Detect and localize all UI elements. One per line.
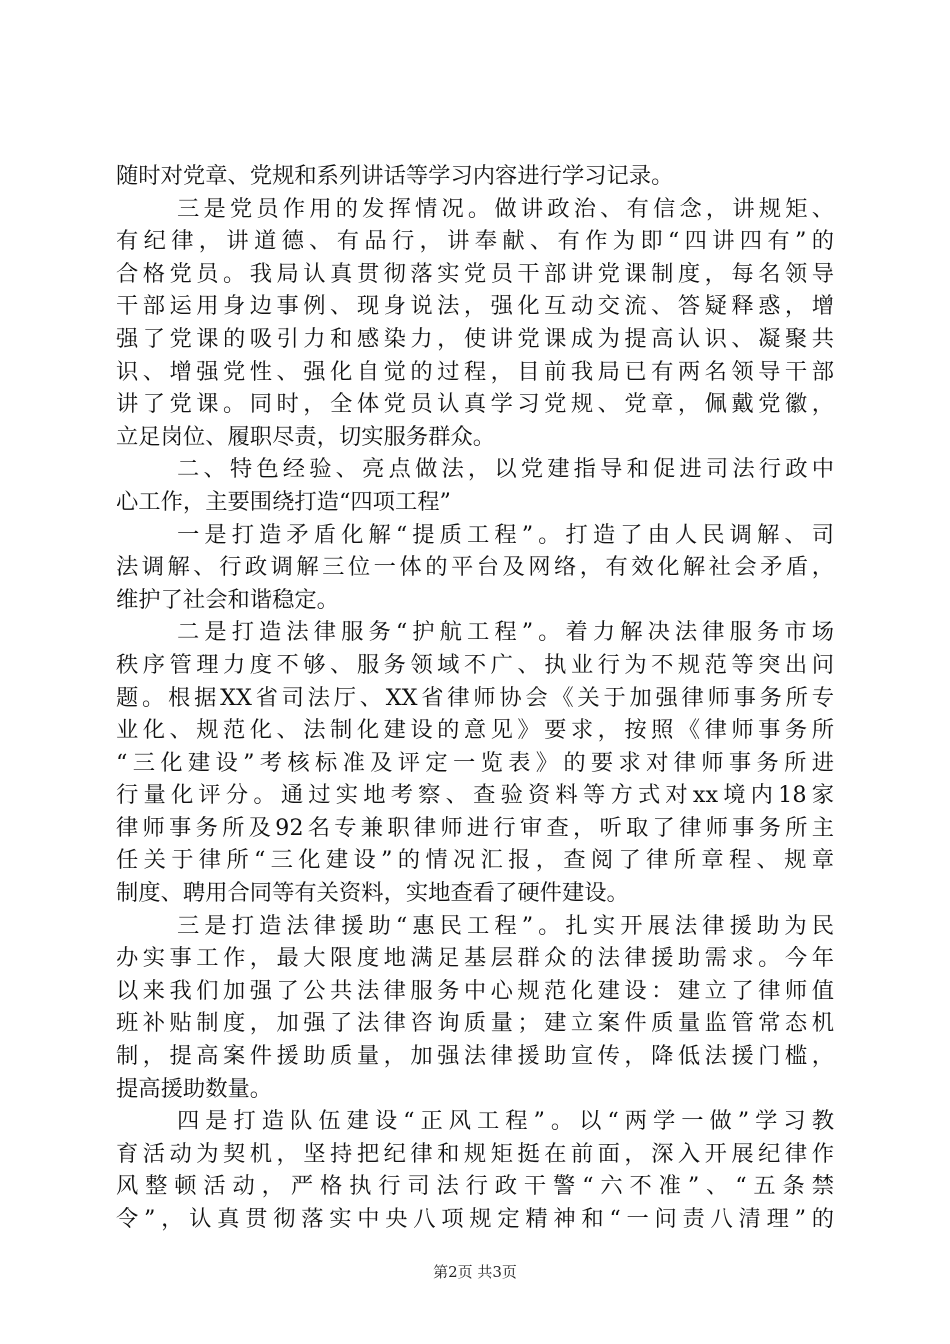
text-line: 律师事务所及92名专兼职律师进行审查，听取了律师事务所主: [116, 814, 834, 841]
text-line: 干部运用身边事例、现身说法，强化互动交流、答疑释惑，增: [116, 293, 834, 320]
text-line: 以来我们加强了公共法律服务中心规范化建设：建立了律师值: [116, 977, 834, 1004]
text-line: 提高援助数量。: [116, 1075, 273, 1102]
text-line: 任关于律所“三化建设”的情况汇报，查阅了律所章程、规章: [116, 847, 834, 874]
text-line: 令”，认真贯彻落实中央八项规定精神和“一问责八清理”的: [116, 1206, 834, 1232]
paragraph-start-line: 一是打造矛盾化解“提质工程”。打造了由人民调解、司: [177, 521, 834, 548]
text-line: 随时对党章、党规和系列讲话等学习内容进行学习记录。: [116, 163, 674, 189]
document-body: [116, 160, 834, 1236]
section-heading-line: 心工作，主要围绕打造“四项工程”: [116, 488, 451, 515]
text-line: 有纪律，讲道德、有品行，讲奉献、有作为即“四讲四有”的: [116, 228, 834, 255]
text-line: 维护了社会和谐稳定。: [116, 586, 339, 613]
text-line: 法调解、行政调解三位一体的平台及网络，有效化解社会矛盾，: [116, 554, 834, 581]
text-line: 业化、规范化、法制化建设的意见》要求，按照《律师事务所: [116, 717, 834, 744]
text-line: 办实事工作，最大限度地满足基层群众的法律援助需求。今年: [116, 945, 834, 972]
page-footer: 第2页 共3页: [433, 1263, 517, 1281]
paragraph-start-line: 三是打造法律援助“惠民工程”。扎实开展法律援助为民: [177, 912, 834, 939]
paragraph-start-line: 二是打造法律服务“护航工程”。着力解决法律服务市场: [177, 619, 834, 646]
section-heading-line: 二、特色经验、亮点做法，以党建指导和促进司法行政中: [177, 456, 834, 483]
text-line: 秩序管理力度不够、服务领域不广、执业行为不规范等突出问: [116, 651, 834, 678]
text-line: 风整顿活动，严格执行司法行政干警“六不准”、“五条禁: [116, 1173, 834, 1200]
text-line: 行量化评分。通过实地考察、查验资料等方式对xx境内18家: [116, 782, 834, 809]
paragraph-start-line: 三是党员作用的发挥情况。做讲政治、有信念，讲规矩、: [177, 195, 834, 222]
text-line: “三化建设”考核标准及评定一览表》的要求对律师事务所进: [116, 749, 834, 776]
text-line: 制，提高案件援助质量，加强法律援助宣传，降低法援门槛，: [116, 1043, 834, 1070]
text-line: 题。根据XX省司法厅、XX省律师协会《关于加强律师事务所专: [116, 684, 834, 711]
text-line: 班补贴制度，加强了法律咨询质量；建立案件质量监管常态机: [116, 1010, 834, 1037]
text-line: 制度、聘用合同等有关资料，实地查看了硬件建设。: [116, 880, 629, 907]
text-line: 立足岗位、履职尽责，切实服务群众。: [116, 423, 496, 450]
paragraph-start-line: 四是打造队伍建设“正风工程”。以“两学一做”学习教: [177, 1108, 834, 1135]
text-line: 育活动为契机，坚持把纪律和规矩挺在前面，深入开展纪律作: [116, 1140, 834, 1167]
text-line: 讲了党课。同时，全体党员认真学习党规、党章，佩戴党徽，: [116, 391, 834, 418]
text-line: 合格党员。我局认真贯彻落实党员干部讲党课制度，每名领导: [116, 260, 834, 287]
text-line: 识、增强党性、强化自觉的过程，目前我局已有两名领导干部: [116, 358, 834, 385]
text-line: 强了党课的吸引力和感染力，使讲党课成为提高认识、凝聚共: [116, 325, 834, 352]
